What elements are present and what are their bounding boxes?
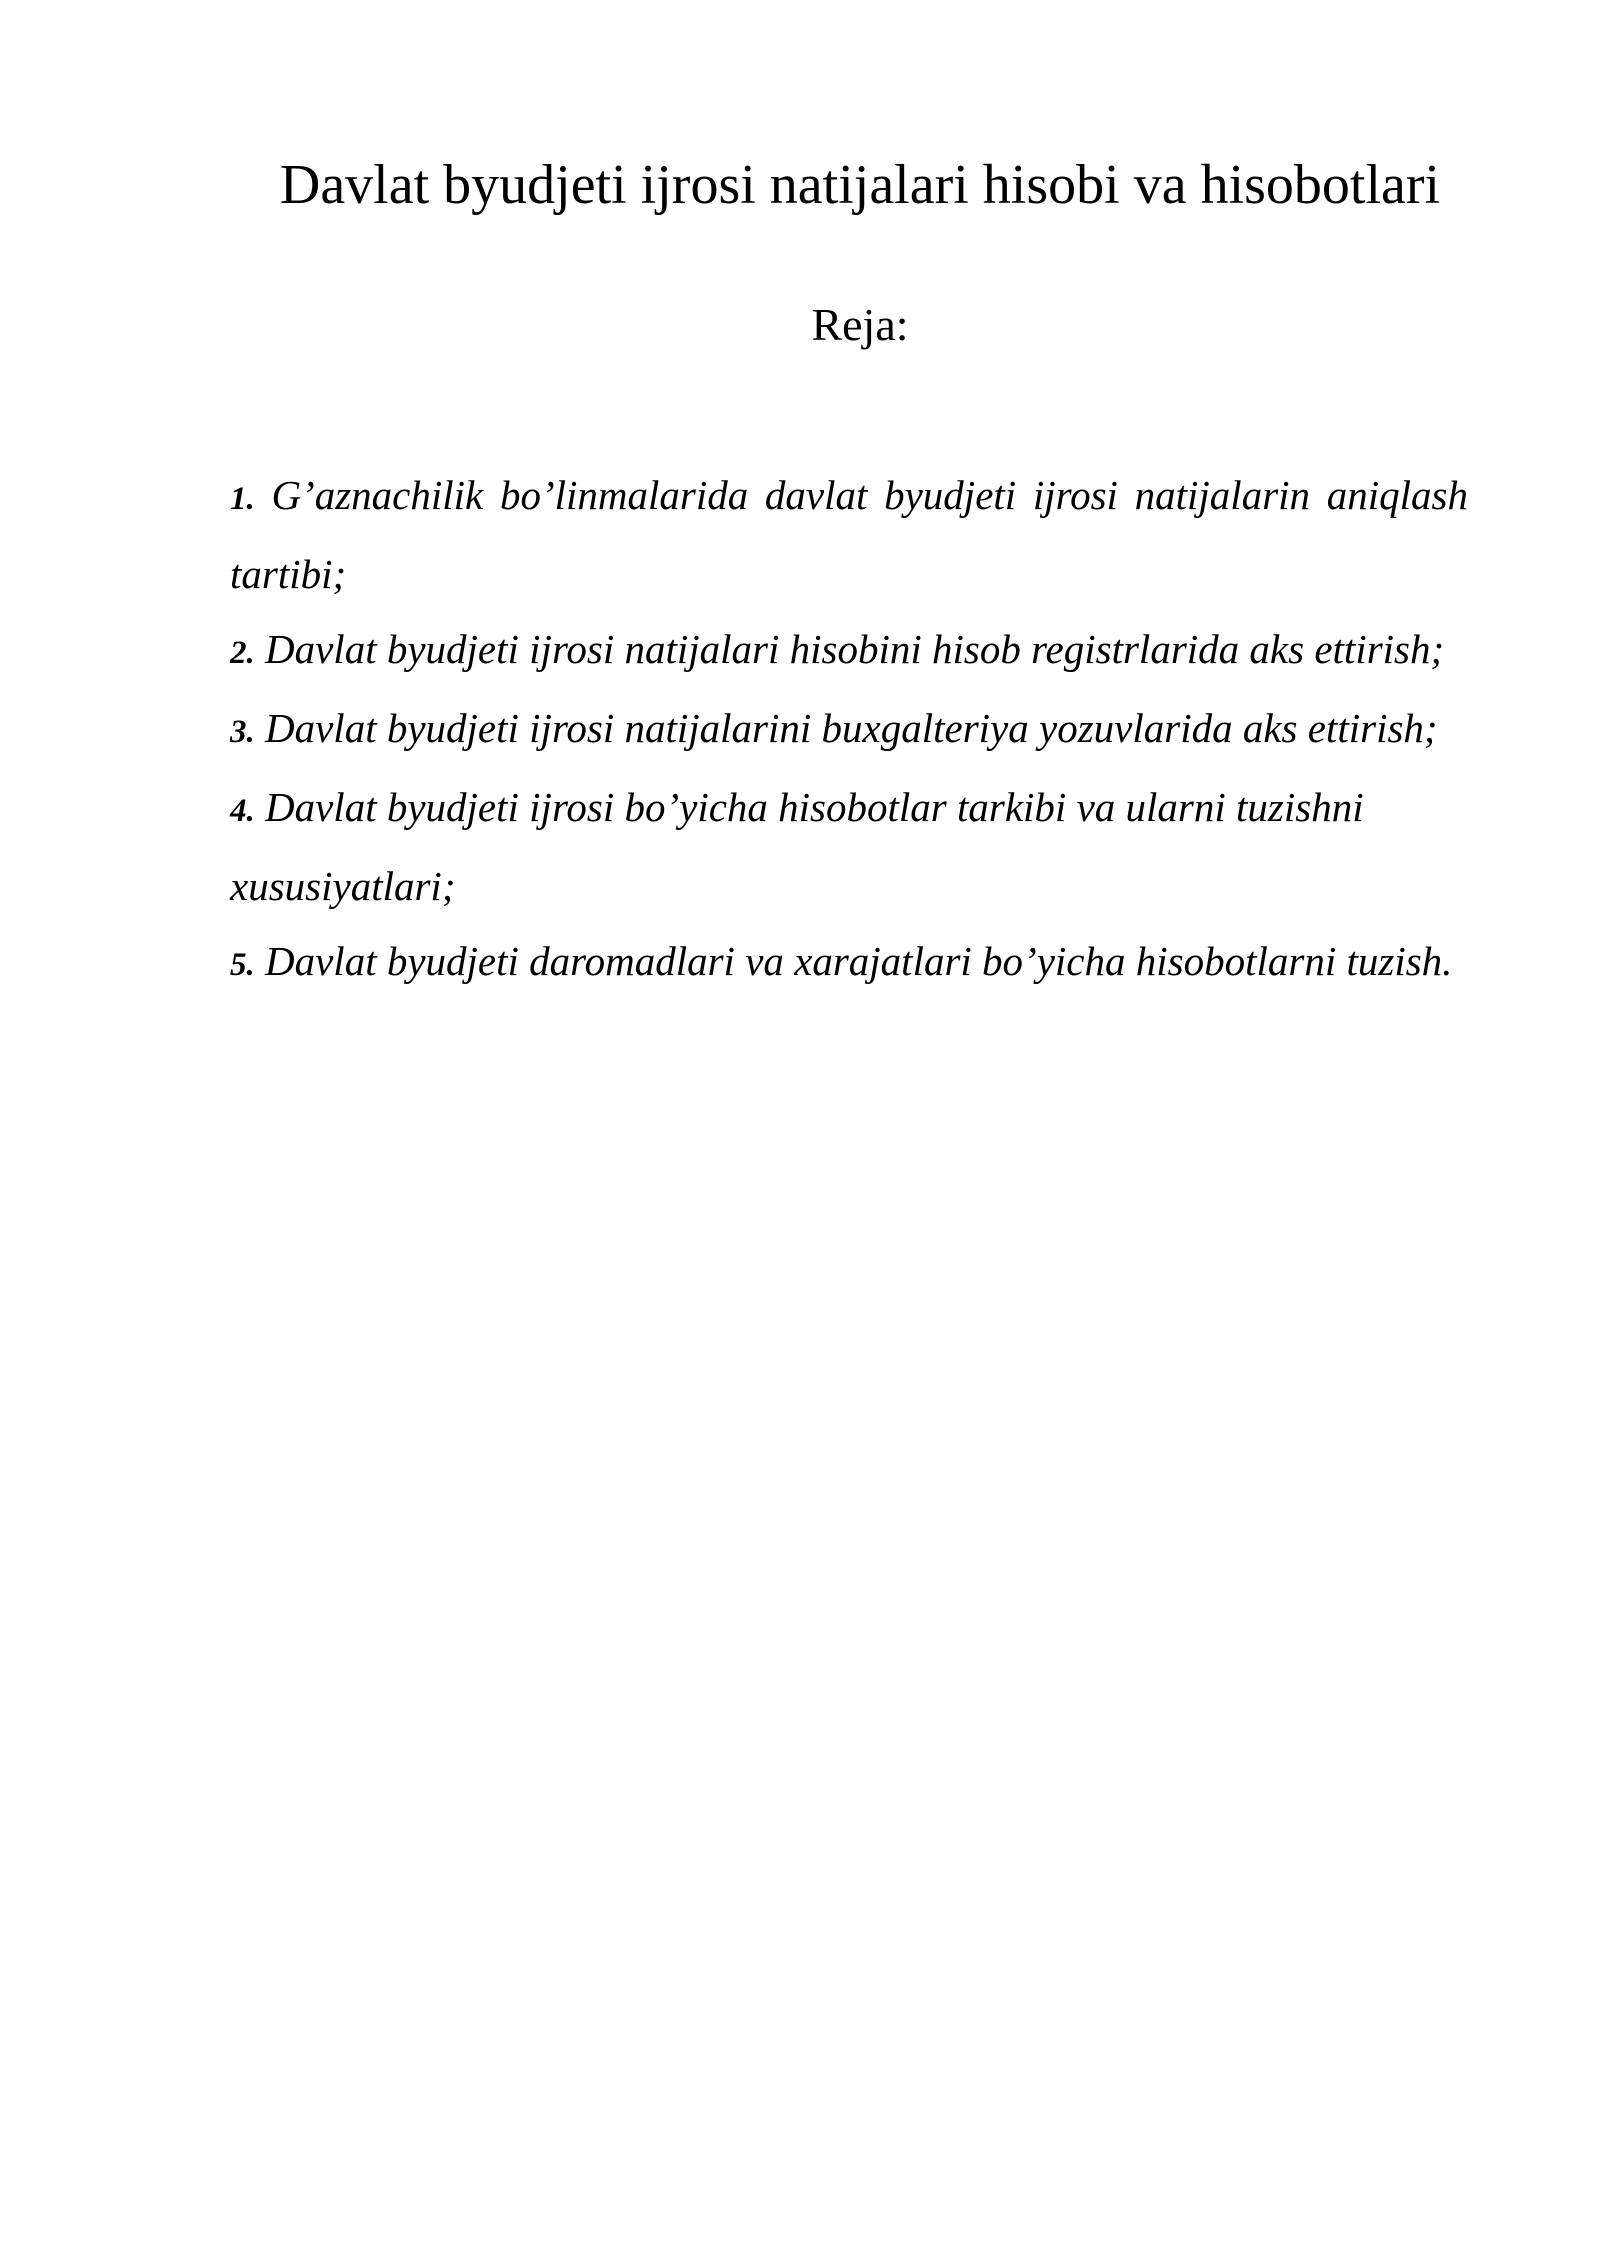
plan-item-1 (230, 458, 1468, 612)
plan-list (230, 458, 1468, 1003)
page-title: Davlat byudjeti ijrosi natijalari hisobi va hisobotlari (279, 154, 1441, 216)
plan-item-number: 2. (230, 635, 255, 671)
plan-item-4 (230, 770, 1468, 924)
plan-item-number: 3. (230, 714, 255, 750)
plan-item-number: 1. (230, 481, 255, 517)
plan-item-3 (230, 691, 1468, 770)
plan-item-number: 5. (230, 947, 255, 983)
plan-item-text: Davlat byudjeti ijrosi natijalari hisobini hisob registrlarida aks ettirish; (265, 626, 1445, 672)
plan-item-text: Davlat byudjeti ijrosi natijalarini buxgalteriya yozuvlarida aks ettirish; (265, 705, 1438, 751)
plan-heading: Reja: (811, 299, 909, 350)
plan-item-5 (230, 924, 1468, 1003)
plan-item-text: Davlat byudjeti ijrosi bo’yicha hisobotlar tarkibi va ularni tuzishni xususiyatlari; (230, 784, 1364, 909)
plan-item-text: Davlat byudjeti daromadlari va xarajatlari bo’yicha hisobotlarni tuzish. (265, 938, 1453, 984)
plan-item-2 (230, 612, 1468, 691)
plan-item-number: 4. (230, 793, 255, 829)
plan-item-text: G’aznachilik bo’linmalarida davlat byudjeti ijrosi natijalarin aniqlash tartibi; (230, 472, 1468, 597)
